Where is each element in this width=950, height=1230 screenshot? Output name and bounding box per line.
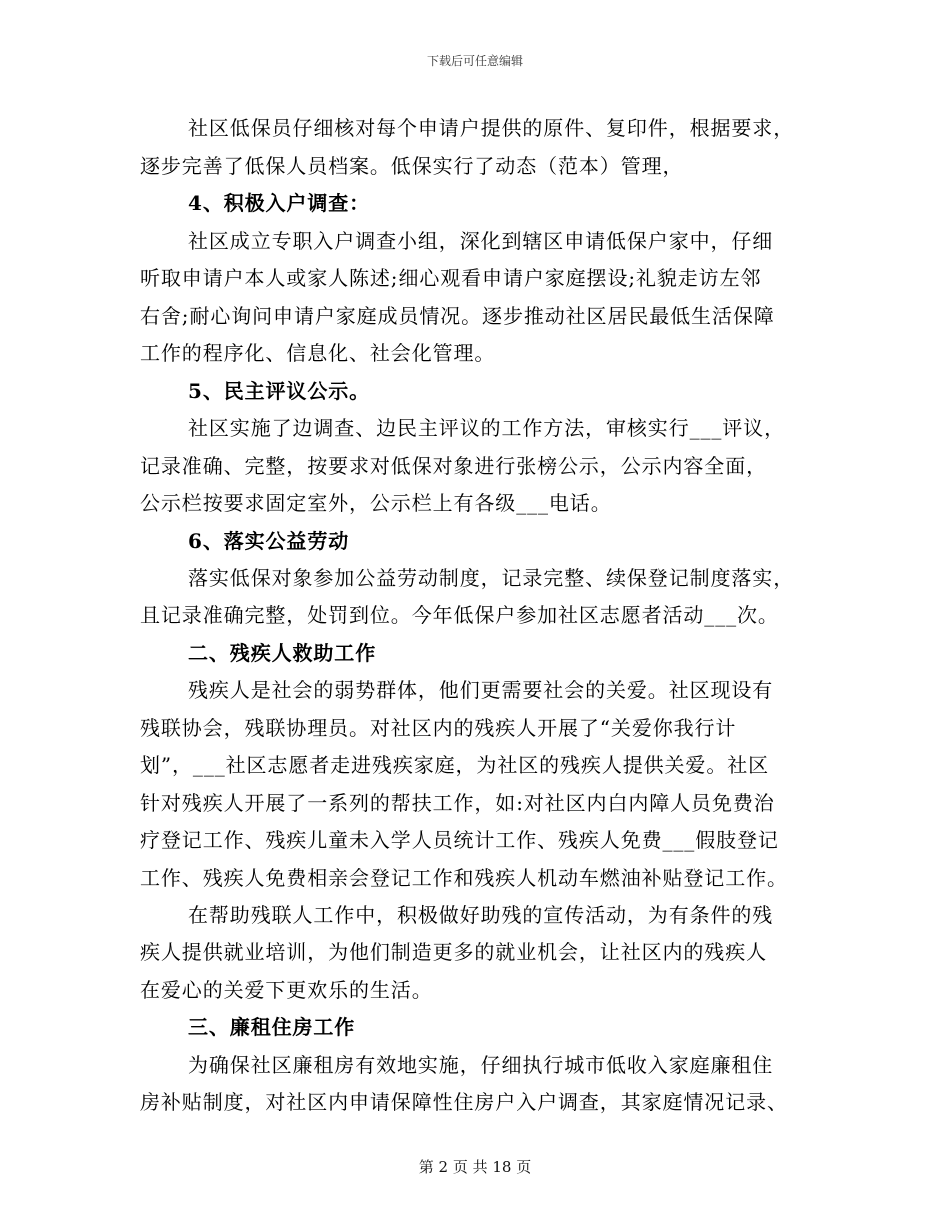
paragraph-line: 记录准确、完整，按要求对低保对象进行张榜公示，公示内容全面， (140, 454, 767, 478)
section-heading: 4、积极入户调查： (188, 191, 371, 215)
paragraph-line: 公示栏按要求固定室外，公示栏上有各级___电话。 (140, 491, 612, 515)
paragraph-line: 残联协会，残联协理员。对社区内的残疾人开展了“关爱你我行计 (140, 716, 737, 740)
page-footer: 第 2 页 共 18 页 (418, 1158, 532, 1176)
section-heading: 二、残疾人救助工作 (188, 641, 377, 665)
paragraph-line: 落实低保对象参加公益劳动制度，记录完整、续保登记制度落实， (188, 566, 795, 590)
paragraph-line: 残疾人是社会的弱势群体，他们更需要社会的关爱。社区现设有 (188, 678, 774, 702)
paragraph-line: 社区成立专职入户调查小组，深化到辖区申请低保户家中，仔细 (188, 229, 774, 253)
paragraph-line: 工作、残疾人免费相亲会登记工作和残疾人机动车燃油补贴登记工作。 (140, 866, 788, 890)
page-header: 下载后可任意编辑 (426, 54, 523, 68)
paragraph-line: 疗登记工作、残疾儿童未入学人员统计工作、残疾人免费___假肢登记 (140, 828, 779, 852)
paragraph-line: 在帮助残联人工作中，积极做好助残的宣传活动，为有条件的残 (188, 903, 774, 927)
paragraph-line: 疾人提供就业培训，为他们制造更多的就业机会，让社区内的残疾人 (140, 940, 767, 964)
section-heading: 5、民主评议公示。 (188, 379, 371, 403)
paragraph-line: 工作的程序化、信息化、社会化管理。 (140, 341, 496, 365)
paragraph-line: 右舍;耐心询问申请户家庭成员情况。逐步推动社区居民最低生活保障 (140, 304, 775, 328)
paragraph-line: 在爱心的关爱下更欢乐的生活。 (140, 978, 433, 1002)
paragraph-line: 逐步完善了低保人员档案。低保实行了动态（范本）管理， (140, 154, 684, 178)
paragraph-line: 社区实施了边调查、边民主评议的工作方法，审核实行___评议， (188, 416, 785, 440)
paragraph-line: 且记录准确完整，处罚到位。今年低保户参加社区志愿者活动___次。 (140, 603, 779, 627)
paragraph-line: 针对残疾人开展了一系列的帮扶工作，如:对社区内白内障人员免费治 (140, 791, 775, 815)
paragraph-line: 社区低保员仔细核对每个申请户提供的原件、复印件，根据要求， (188, 116, 795, 140)
paragraph-line: 听取申请户本人或家人陈述;细心观看申请户家庭摆设;礼貌走访左邻 (140, 266, 762, 290)
paragraph-line: 为确保社区廉租房有效地实施，仔细执行城市低收入家庭廉租住 (188, 1053, 774, 1077)
paragraph-line: 划”，___社区志愿者走进残疾家庭，为社区的残疾人提供关爱。社区 (140, 753, 770, 777)
paragraph-line: 房补贴制度，对社区内申请保障性住房户入户调查，其家庭情况记录、 (140, 1090, 788, 1114)
section-heading: 6、落实公益劳动 (188, 529, 350, 553)
section-heading: 三、廉租住房工作 (188, 1015, 356, 1039)
